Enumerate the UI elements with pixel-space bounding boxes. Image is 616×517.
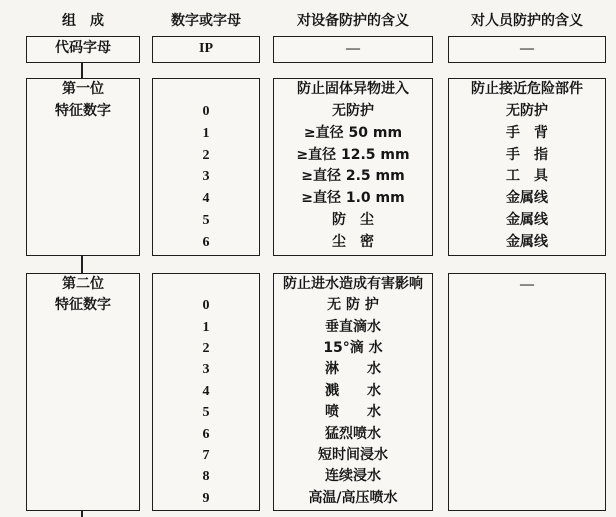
numeral: 4 [202, 191, 210, 207]
equipment-meaning: ≥直径 2.5 mm [301, 168, 405, 185]
equipment-meaning: 无 防 护 [327, 297, 379, 314]
code-equipment-box [273, 36, 433, 63]
numeral: 6 [202, 426, 210, 442]
code-value-box [152, 36, 260, 63]
code-letter-box [26, 36, 140, 63]
numeral: 6 [202, 235, 210, 251]
equipment-meaning: 淋 水 [325, 361, 381, 378]
connector-line [81, 62, 83, 78]
header-composition: 组 成 [62, 13, 104, 29]
equipment-meaning: 防止进水造成有害影响 [283, 276, 423, 292]
section2-label-line1: 第二位 [62, 276, 104, 292]
code-personnel-box [448, 36, 606, 63]
numeral: 5 [202, 213, 210, 229]
numeral: 4 [202, 383, 210, 399]
equipment-meaning: 高温/高压喷水 [308, 489, 398, 506]
numeral: 5 [202, 405, 210, 421]
numeral: 3 [202, 169, 210, 185]
equipment-meaning: 防 尘 [332, 212, 374, 229]
section2-equipment-box [273, 273, 433, 511]
numeral: 2 [202, 147, 210, 163]
numeral: 2 [202, 341, 210, 357]
header-equipment-meaning: 对设备防护的含义 [297, 13, 409, 29]
personnel-meaning: 防止接近危险部件 [471, 81, 583, 97]
section1-label-line2: 特征数字 [55, 102, 111, 119]
section1-label-line1: 第一位 [62, 81, 104, 97]
section1-numerals-box [152, 78, 260, 256]
code-personnel-dash: — [520, 41, 534, 56]
section1-personnel-box [448, 78, 606, 256]
numeral: 1 [202, 125, 210, 141]
section2-personnel-box [448, 273, 606, 511]
personnel-meaning: 工 具 [506, 168, 548, 185]
personnel-meaning: 金属线 [506, 234, 548, 251]
personnel-meaning: 金属线 [506, 190, 548, 207]
equipment-meaning: ≥直径 12.5 mm [296, 146, 410, 163]
personnel-meaning: 金属线 [506, 212, 548, 229]
section2-label-box [26, 273, 140, 511]
equipment-meaning: 溅 水 [325, 382, 381, 399]
connector-line [81, 510, 83, 517]
header-numeral-or-letter: 数字或字母 [171, 13, 241, 29]
equipment-meaning: 连续浸水 [325, 468, 381, 485]
connector-line [81, 255, 83, 273]
equipment-meaning: 尘 密 [332, 234, 374, 251]
personnel-meaning: 手 背 [506, 124, 548, 141]
equipment-meaning: ≥直径 1.0 mm [301, 190, 405, 207]
spacer [153, 79, 259, 101]
equipment-meaning: 15°滴 水 [323, 340, 383, 357]
personnel-meaning: 无防护 [506, 102, 548, 119]
equipment-meaning: 喷 水 [325, 404, 381, 421]
section1-equipment-box [273, 78, 433, 256]
numeral: 9 [202, 490, 210, 506]
equipment-meaning: 猛烈喷水 [325, 425, 381, 442]
numeral: 8 [202, 469, 210, 485]
spacer [153, 274, 259, 295]
equipment-meaning: 无防护 [332, 102, 374, 119]
numeral: 1 [202, 319, 210, 335]
equipment-meaning: 短时间浸水 [318, 446, 388, 463]
equipment-meaning: 防止固体异物进入 [297, 81, 409, 97]
equipment-meaning: 垂直滴水 [325, 318, 381, 335]
code-letter-label: 代码字母 [55, 40, 111, 56]
personnel-meaning: — [520, 277, 534, 292]
numeral: 0 [202, 103, 210, 119]
section1-label-box [26, 78, 140, 256]
section2-label-line2: 特征数字 [55, 297, 111, 314]
header-personnel-meaning: 对人员防护的含义 [471, 13, 583, 29]
numeral: 7 [202, 447, 210, 463]
code-value: IP [199, 41, 213, 56]
section2-numerals-box [152, 273, 260, 511]
numeral: 0 [202, 298, 210, 314]
code-equipment-dash: — [346, 41, 360, 56]
equipment-meaning: ≥直径 50 mm [303, 124, 403, 141]
numeral: 3 [202, 362, 210, 378]
personnel-meaning: 手 指 [506, 146, 548, 163]
